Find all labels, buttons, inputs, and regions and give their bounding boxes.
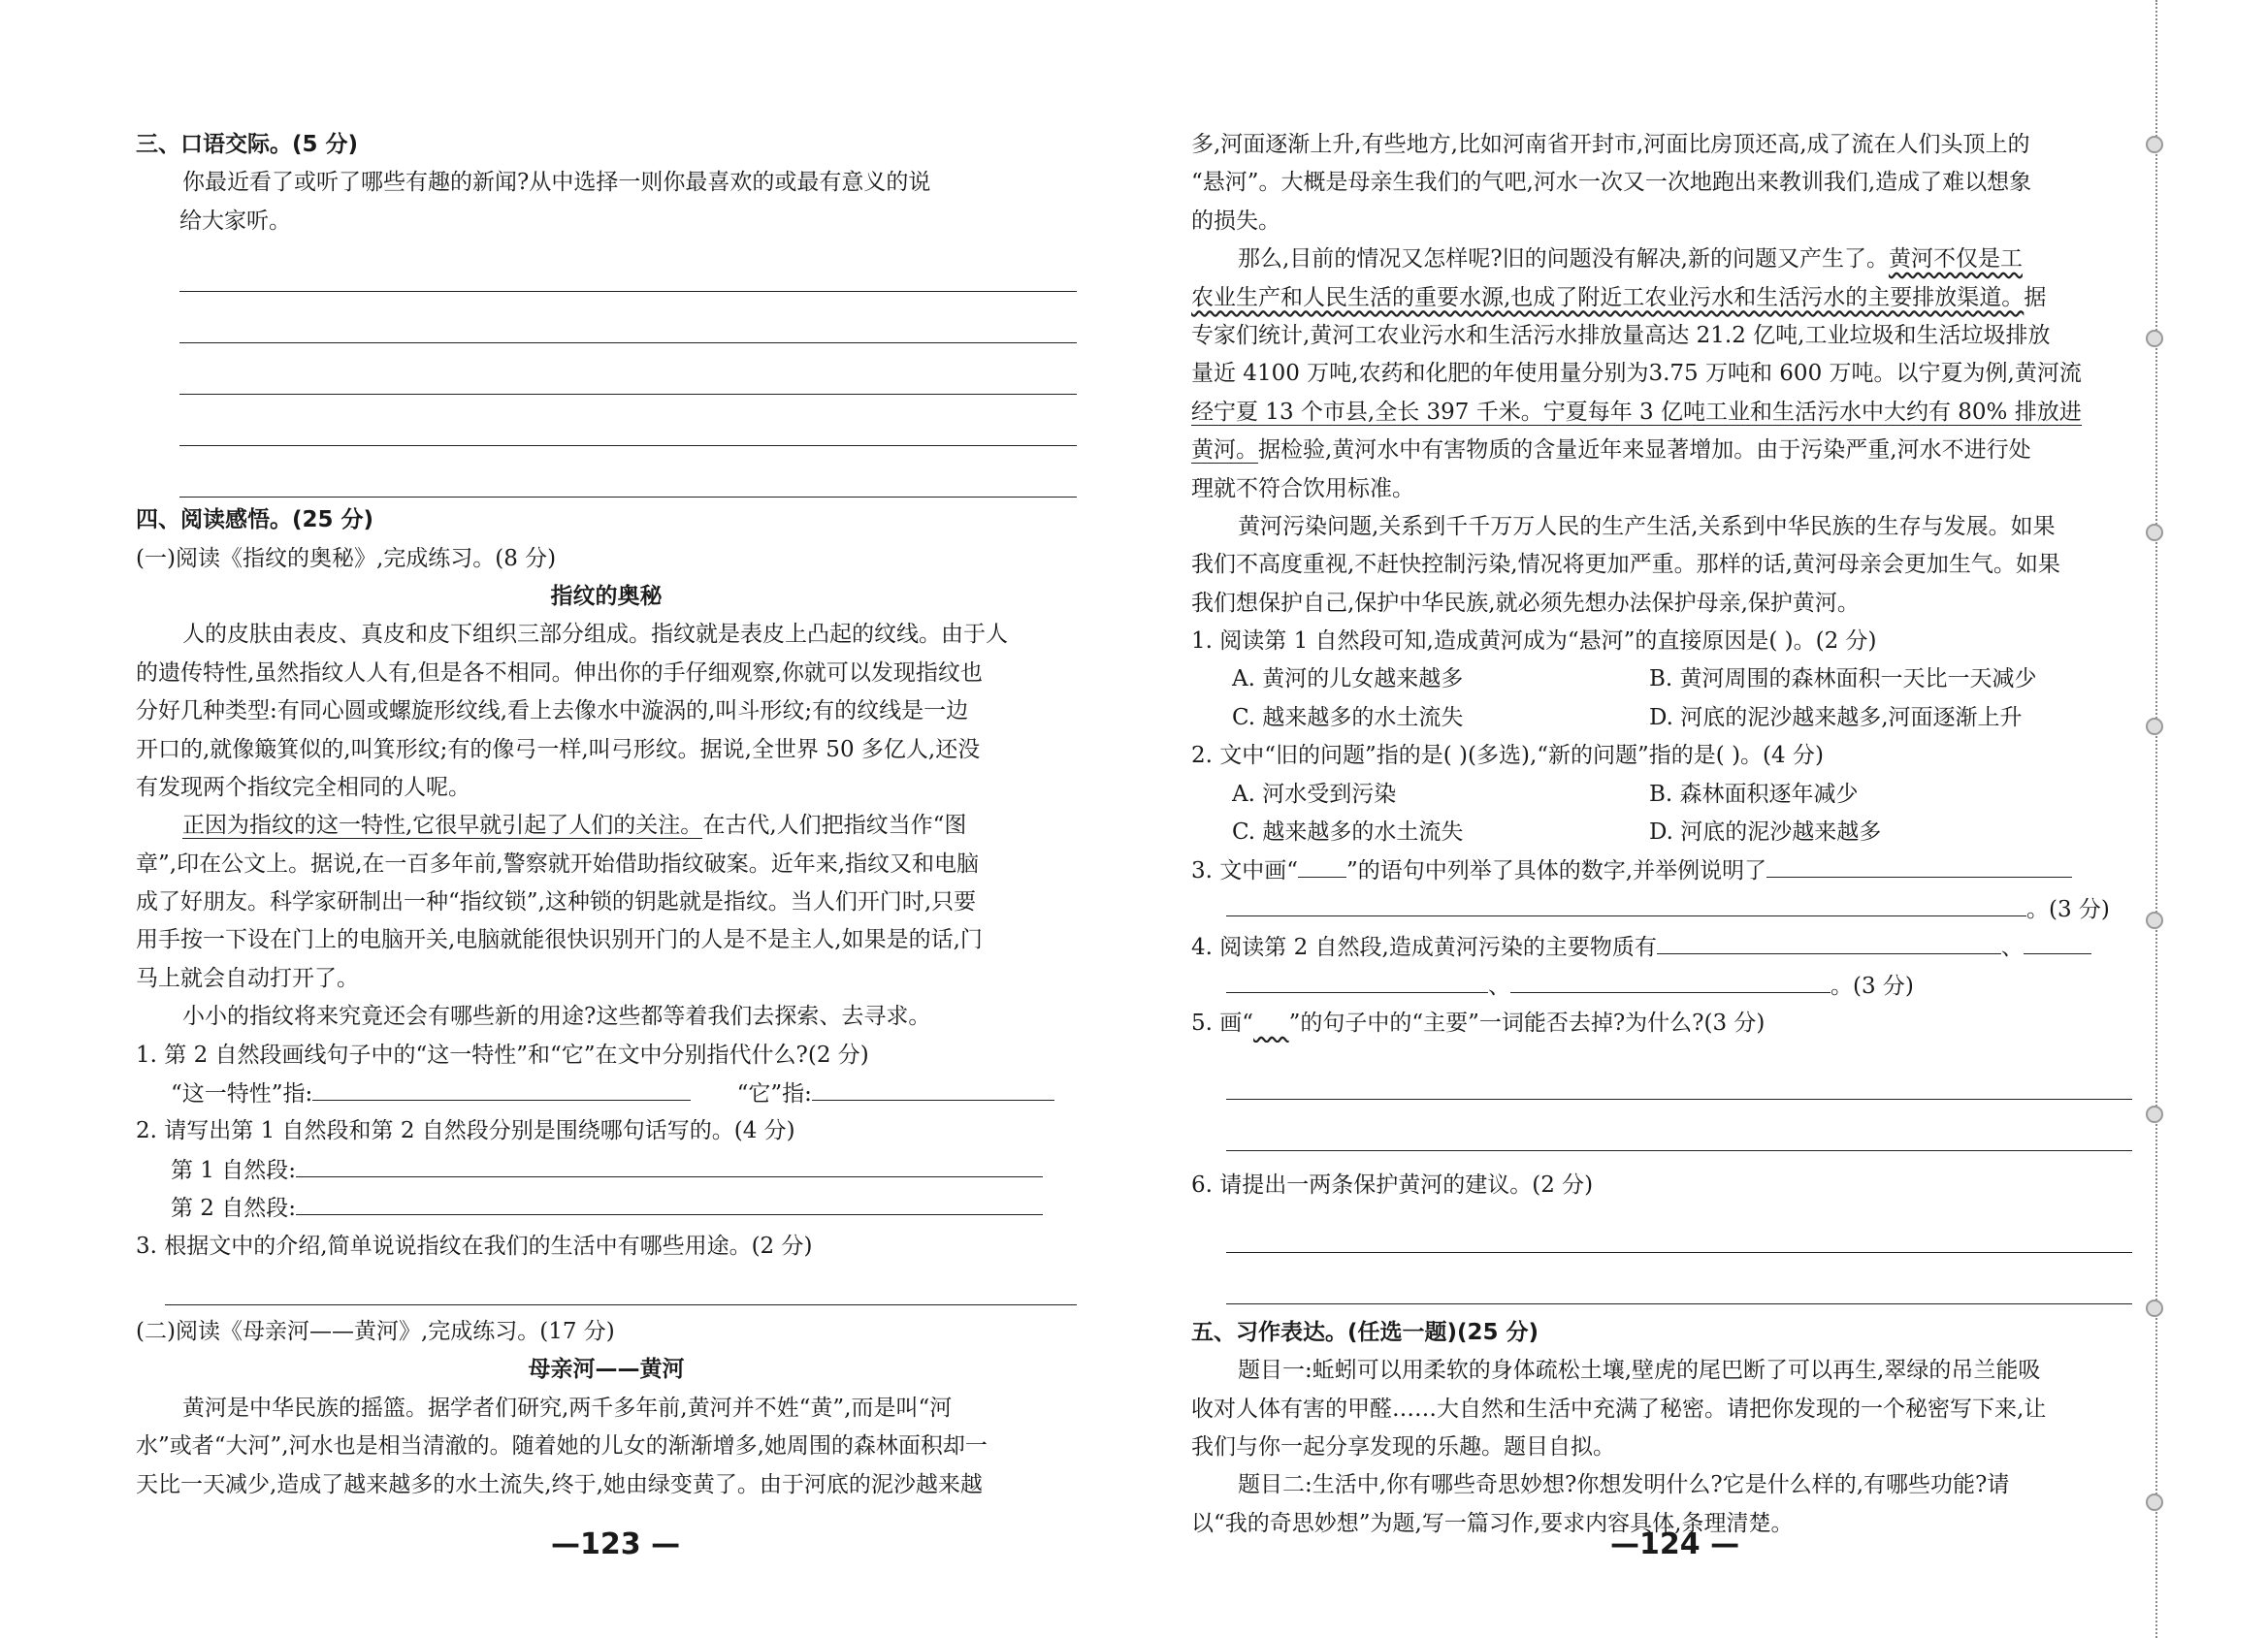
answer-line[interactable] — [179, 241, 1077, 292]
question-2: 2. 请写出第 1 自然段和第 2 自然段分别是围绕哪句话写的。(4 分) — [136, 1118, 795, 1144]
underline-mark — [1298, 851, 1346, 878]
binding-hole-icon — [2146, 330, 2163, 347]
topic-2-text: 题目二:生活中,你有哪些奇思妙想?你想发明什么?它是什么样的,有哪些功能?请 — [1238, 1472, 2010, 1498]
passage-2-heading: (二)阅读《母亲河——黄河》,完成练习。(17 分) — [136, 1318, 615, 1344]
answer-blank[interactable] — [296, 1189, 1043, 1215]
wavy-mark — [1253, 1011, 1289, 1036]
section-3-prompt: 给大家听。 — [179, 208, 291, 234]
question-2-answer: 第 1 自然段: — [136, 1151, 1077, 1189]
wavy-sentence: 黄河不仅是工 — [1888, 246, 2023, 273]
answer-blank[interactable] — [812, 1075, 1054, 1101]
passage-2-text: 多,河面逐渐上升,有些地方,比如河南省开封市,河面比房顶还高,成了流在人们头顶上的 — [1191, 132, 2030, 157]
option-d[interactable]: D. 河底的泥沙越来越多 — [1649, 819, 1882, 846]
answer-blank[interactable] — [1510, 967, 1831, 993]
page-number: —124 — — [1610, 1527, 1740, 1561]
passage-2-text: 黄河是中华民族的摇篮。据学者们研究,两千多年前,黄河并不姓“黄”,而是叫“河 — [182, 1395, 953, 1421]
question-r1: 1. 阅读第 1 自然段可知,造成黄河成为“悬河”的直接原因是( )。(2 分) — [1191, 628, 1877, 655]
answer-blank[interactable] — [1657, 928, 2001, 954]
passage-1-text: 开口的,就像簸箕似的,叫箕形纹;有的像弓一样,叫弓形纹。据说,全世界 50 多亿人,还没 — [136, 736, 981, 762]
question-r5: 5. 画“ ”的句子中的“主要”一词能否去掉?为什么?(3 分) — [1191, 1010, 1766, 1036]
answer-line[interactable] — [1226, 1205, 2132, 1253]
passage-2-text: 黄河污染问题,关系到千千万万人民的生产生活,关系到中华民族的生存与发展。如果 — [1238, 513, 2056, 539]
passage-1-text: 用手按一下设在门上的电脑开关,电脑就能很快识别开门的人是不是主人,如果是的话,门 — [136, 927, 983, 953]
passage-2-text: 天比一天减少,造成了越来越多的水土流失,终于,她由绿变黄了。由于河底的泥沙越来越 — [136, 1471, 983, 1497]
passage-2-text: 的损失。 — [1191, 208, 1280, 234]
topic-1-text: 收对人体有害的甲醛……大自然和生活中充满了秘密。请把你发现的一个秘密写下来,让 — [1191, 1396, 2047, 1422]
right-page — [1191, 126, 2132, 1543]
answer-line[interactable] — [179, 292, 1077, 343]
passage-2-text — [1191, 394, 2132, 432]
passage-2-text: 那么,目前的情况又怎样呢?旧的问题没有解决,新的问题又产生了。黄河不仅是工 — [1238, 246, 2023, 273]
section-5-title: 五、习作表达。(任选一题)(25 分) — [1191, 1319, 1539, 1345]
passage-2-title: 母亲河——黄河 — [528, 1357, 685, 1383]
binding-hole-icon — [2146, 1300, 2163, 1317]
answer-line[interactable] — [1226, 1043, 2132, 1100]
binding-hole-icon — [2146, 524, 2163, 541]
passage-2-text: 黄河。据检验,黄河水中有害物质的含量近年来显著增加。由于污染严重,河水不进行处 — [1191, 437, 2031, 464]
passage-1-text: 马上就会自动打开了。 — [136, 965, 359, 991]
question-r4-answer: 、 。(3 分) — [1191, 967, 2132, 1005]
passage-1-text: 小小的指纹将来究竟还会有哪些新的用途?这些都等着我们去探索、去寻求。 — [182, 1004, 931, 1030]
question-r1-options — [1191, 699, 2132, 737]
question-2-answer: 第 2 自然段: — [136, 1189, 1077, 1227]
topic-1-text: 题目一:蚯蚓可以用柔软的身体疏松土壤,壁虎的尾巴断了可以再生,翠绿的吊兰能吸 — [1238, 1358, 2041, 1384]
option-a[interactable]: A. 河水受到污染 — [1232, 781, 1397, 807]
question-3: 3. 根据文中的介绍,简单说说指纹在我们的生活中有哪些用途。(2 分) — [136, 1233, 813, 1259]
passage-1-text: 人的皮肤由表皮、真皮和皮下组织三部分组成。指纹就是表皮上凸起的纹线。由于人 — [182, 622, 1008, 648]
question-r3-answer: 。(3 分) — [1191, 890, 2132, 928]
question-r1-options — [1191, 660, 2132, 698]
binding-hole-icon — [2146, 1493, 2163, 1511]
section-4-title: 四、阅读感悟。(25 分) — [136, 507, 374, 533]
binding-hole-icon — [2146, 1106, 2163, 1123]
option-a[interactable]: A. 黄河的儿女越来越多 — [1232, 666, 1464, 692]
option-d[interactable]: D. 河底的泥沙越来越多,河面逐渐上升 — [1649, 704, 2023, 730]
answer-blank[interactable] — [1226, 967, 1488, 993]
passage-1-text: 的遗传特性,虽然指纹人人有,但是各不相同。伸出你的手仔细观察,你就可以发现指纹也 — [136, 659, 983, 686]
topic-1-text: 我们与你一起分享发现的乐趣。题目自拟。 — [1191, 1433, 1615, 1460]
left-page — [136, 126, 1077, 1504]
option-b[interactable]: B. 黄河周围的森林面积一天比一天减少 — [1649, 666, 2037, 692]
underlined-sentence: 黄河。 — [1191, 437, 1258, 464]
passage-2-text: 农业生产和人民生活的重要水源,也成了附近工农业污水和生活污水的主要排放渠道。据 — [1191, 284, 2047, 310]
passage-2-text: 量近 4100 万吨,农药和化肥的年使用量分别为3.75 万吨和 600 万吨。以宁夏为例,黄河流 — [1191, 361, 2082, 387]
topic-2-text: 以“我的奇思妙想”为题,写一篇习作,要求内容具体,条理清楚。 — [1191, 1510, 1794, 1536]
answer-blank[interactable] — [312, 1075, 691, 1101]
passage-1-text: 成了好朋友。科学家研制出一种“指纹锁”,这种锁的钥匙就是指纹。当人们开门时,只要 — [136, 889, 977, 915]
question-1-answer: “这一特性”指: “它”指: — [136, 1075, 1077, 1112]
passage-2-text: “悬河”。大概是母亲生我们的气吧,河水一次又一次地跑出来教训我们,造成了难以想象 — [1191, 170, 2032, 196]
binding-hole-icon — [2146, 912, 2163, 929]
option-c[interactable]: C. 越来越多的水土流失 — [1232, 704, 1464, 730]
answer-blank[interactable] — [296, 1151, 1043, 1177]
passage-2-text: 理就不符合饮用标准。 — [1191, 475, 1414, 501]
answer-blank[interactable] — [1226, 890, 2026, 916]
section-3-title: 三、口语交际。(5 分) — [136, 132, 359, 157]
question-r3: 3. 文中画“ ”的语句中列举了具体的数字,并举例说明了 — [1191, 851, 2132, 889]
binding-hole-icon — [2146, 136, 2163, 153]
answer-blank[interactable] — [1766, 851, 2072, 878]
answer-line[interactable] — [1226, 1253, 2132, 1304]
passage-2-text: 专家们统计,黄河工农业污水和生活污水排放量高达 21.2 亿吨,工业垃圾和生活垃圾排放 — [1191, 322, 2051, 348]
binding-hole-icon — [2146, 718, 2163, 735]
passage-2-text: 水”或者“大河”,河水也是相当清澈的。随着她的儿女的渐渐增多,她周围的森林面积却一 — [136, 1433, 988, 1460]
passage-1-text: 章”,印在公文上。据说,在一百多年前,警察就开始借助指纹破案。近年来,指纹又和电脑 — [136, 851, 980, 877]
underlined-sentence: 经宁夏 13 个市县,全长 397 千米。宁夏每年 3 亿吨工业和生活污水中大约有 80% 排放进 — [1191, 399, 2082, 425]
question-r2: 2. 文中“旧的问题”指的是( )(多选),“新的问题”指的是( )。(4 分) — [1191, 743, 1824, 769]
passage-2-text: 我们不高度重视,不赶快控制污染,情况将更加严重。那样的话,黄河母亲会更加生气。如果 — [1191, 552, 2060, 578]
option-c[interactable]: C. 越来越多的水土流失 — [1232, 819, 1464, 846]
passage-1-heading: (一)阅读《指纹的奥秘》,完成练习。(8 分) — [136, 545, 557, 571]
question-r2-options — [1191, 814, 2132, 851]
page-number: —123 — — [551, 1527, 681, 1561]
answer-line[interactable] — [1226, 1100, 2132, 1151]
passage-1-text: 正因为指纹的这一特性,它很早就引起了人们的关注。在古代,人们把指纹当作“图 — [182, 813, 967, 839]
binding-line — [2155, 0, 2157, 1638]
question-r6: 6. 请提出一两条保护黄河的建议。(2 分) — [1191, 1172, 1594, 1199]
section-3-prompt: 你最近看了或听了哪些有趣的新闻?从中选择一则你最喜欢的或最有意义的说 — [182, 170, 931, 196]
option-b[interactable]: B. 森林面积逐年减少 — [1649, 781, 1859, 807]
answer-line[interactable] — [165, 1266, 1077, 1305]
answer-blank[interactable] — [2024, 928, 2091, 954]
question-1: 1. 第 2 自然段画线句子中的“这一特性”和“它”在文中分别指代什么?(2 分) — [136, 1042, 869, 1068]
wavy-sentence: 农业生产和人民生活的重要水源,也成了附近工农业污水和生活污水的主要排放渠道。 — [1191, 284, 2025, 310]
answer-line[interactable] — [179, 395, 1077, 446]
question-r2-options — [1191, 776, 2132, 814]
answer-line[interactable] — [179, 343, 1077, 395]
question-r4: 4. 阅读第 2 自然段,造成黄河污染的主要物质有 、 — [1191, 928, 2132, 966]
passage-1-text: 分好几种类型:有同心圆或螺旋形纹线,看上去像水中漩涡的,叫斗形纹;有的纹线是一边 — [136, 698, 969, 724]
underlined-sentence: 正因为指纹的这一特性,它很早就引起了人们的关注。 — [182, 813, 703, 839]
passage-1-title: 指纹的奥秘 — [550, 583, 663, 609]
passage-2-text: 我们想保护自己,保护中华民族,就必须先想办法保护母亲,保护黄河。 — [1191, 590, 1860, 616]
passage-1-text: 有发现两个指纹完全相同的人呢。 — [136, 774, 470, 800]
answer-line[interactable] — [179, 446, 1077, 498]
